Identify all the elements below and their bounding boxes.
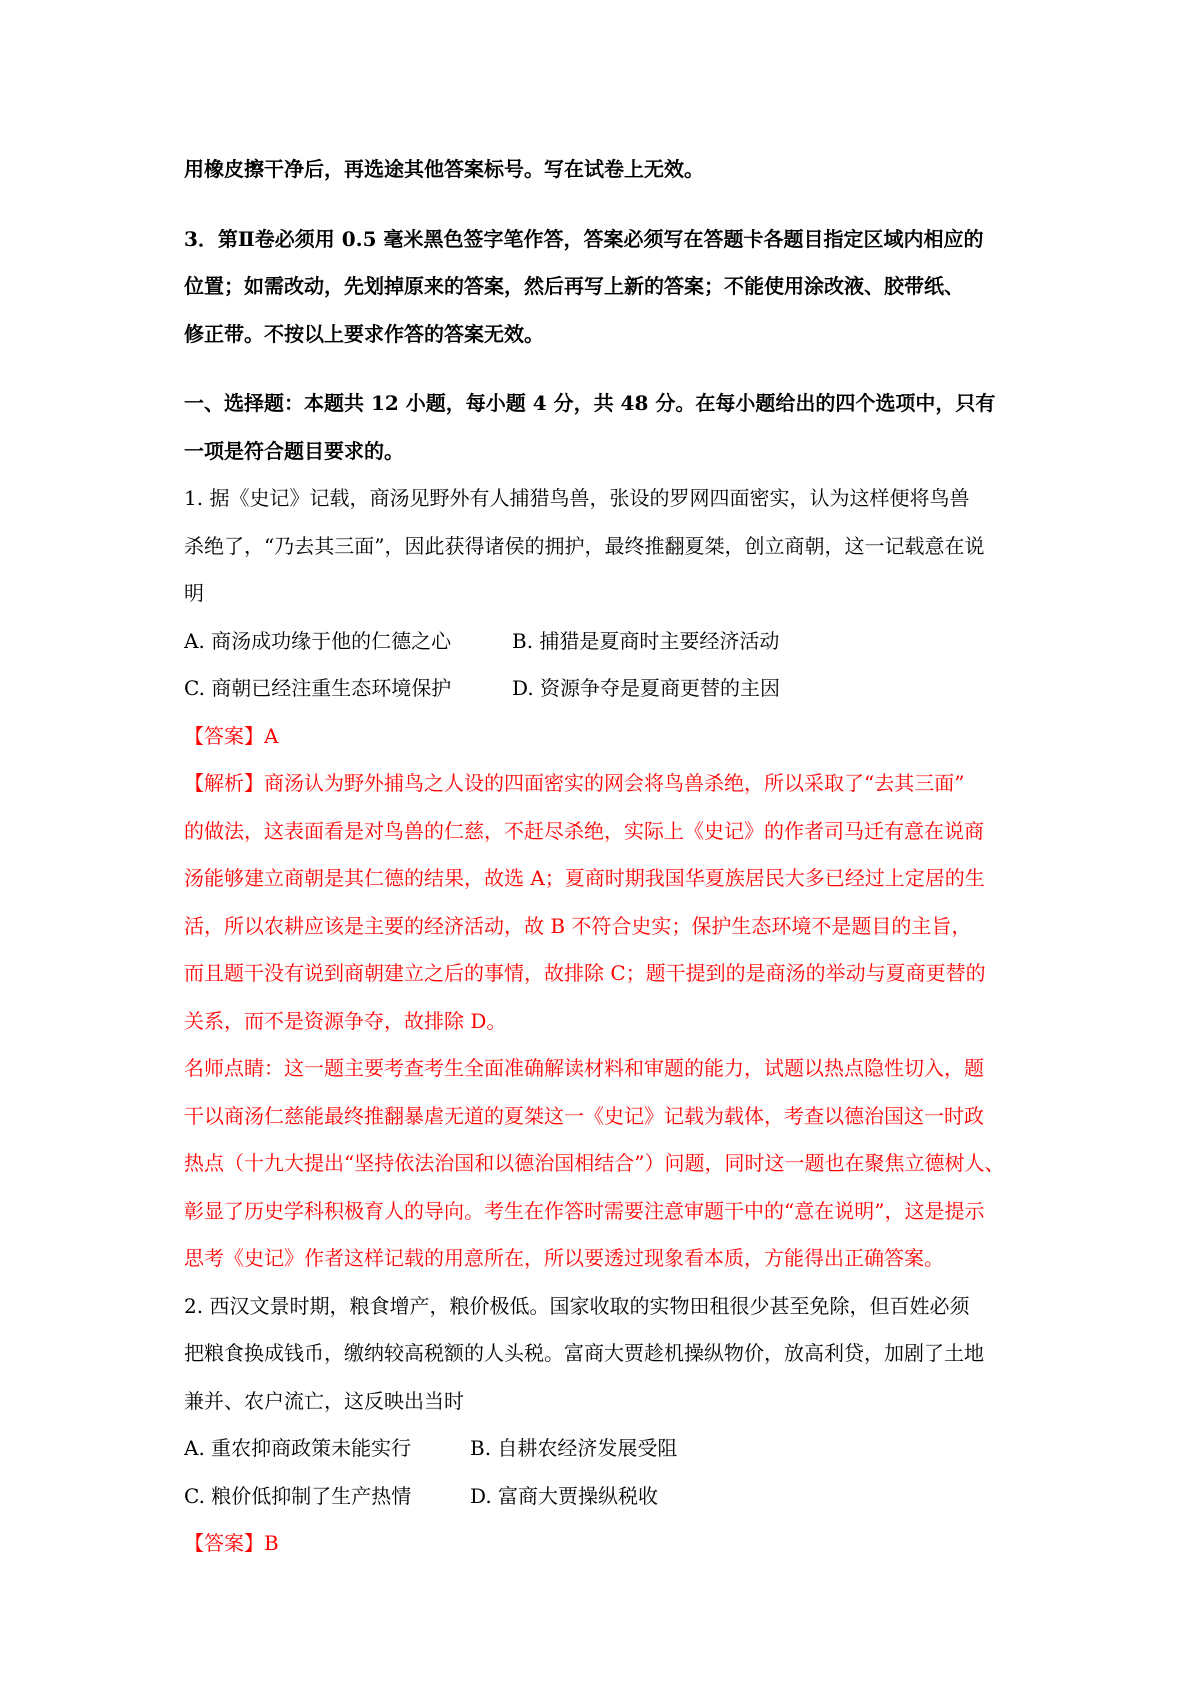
analysis-line: 【解析】商汤认为野外捕鸟之人设的四面密实的网会将鸟兽杀绝，所以采取了“去其三面”	[184, 771, 965, 795]
question-1	[184, 475, 1030, 1283]
analysis-line: 而且题干没有说到商朝建立之后的事情，故排除 C；题干提到的是商汤的举动与夏商更替的	[184, 961, 986, 985]
instruction-3-line: 修正带。不按以上要求作答的答案无效。	[184, 321, 544, 346]
question-2-option-b: B. 自耕农经济发展受阻	[470, 1436, 678, 1460]
instruction-3-line: 3．第Ⅱ卷必须用 0.5 毫米黑色签字笔作答，答案必须写在答题卡各题目指定区域内相应的	[184, 226, 984, 251]
question-2-option-c: C. 粮价低抑制了生产热情	[184, 1483, 412, 1508]
question-2-option-a: A. 重农抑商政策未能实行	[184, 1436, 412, 1460]
instruction-item-3	[184, 216, 1030, 359]
comment-line: 热点（十九大提出“坚持依法治国和以德治国相结合”）问题，同时这一题也在聚焦立德树人、	[184, 1151, 1005, 1175]
question-1-options-row-1	[184, 618, 1030, 666]
question-2-options-row-2	[184, 1473, 1030, 1521]
question-1-option-c: C. 商朝已经注重生态环境保护	[184, 676, 452, 700]
analysis-line: 的做法，这表面看是对鸟兽的仁慈，不赶尽杀绝，实际上《史记》的作者司马迁有意在说商	[184, 818, 984, 843]
question-2	[184, 1283, 1030, 1568]
analysis-line: 汤能够建立商朝是其仁德的结果，故选 A；夏商时期我国华夏族居民大多已经过上定居的生	[184, 866, 985, 890]
instruction-line-2-end: 用橡皮擦干净后，再选途其他答案标号。写在试卷上无效。	[184, 157, 704, 181]
question-2-stem-line: 2. 西汉文景时期，粮食增产，粮价极低。国家收取的实物田租很少甚至免除，但百姓必须	[184, 1293, 970, 1318]
comment-line: 彰显了历史学科积极育人的导向。考生在作答时需要注意审题干中的“意在说明”，这是提示	[184, 1198, 985, 1223]
question-1-analysis	[184, 760, 1030, 1045]
question-2-stem-line: 兼并、农户流亡，这反映出当时	[184, 1388, 464, 1413]
instruction-3-line: 位置；如需改动，先划掉原来的答案，然后再写上新的答案；不能使用涂改液、胶带纸、	[184, 274, 964, 298]
question-1-stem-line: 明	[184, 581, 204, 605]
comment-line: 名师点睛：这一题主要考查考生全面准确解读材料和审题的能力，试题以热点隐性切入，题	[184, 1056, 984, 1080]
comment-line: 干以商汤仁慈能最终推翻暴虐无道的夏桀这一《史记》记载为载体，考查以德治国这一时政	[184, 1103, 984, 1128]
question-2-stem-line: 把粮食换成钱币，缴纳较高税额的人头税。富商大贾趁机操纵物价，放高利贷，加剧了土地	[184, 1341, 984, 1365]
section-heading-line: 一项是符合题目要求的。	[184, 438, 404, 463]
question-1-option-a: A. 商汤成功缘于他的仁德之心	[184, 628, 452, 653]
question-2-option-d: D. 富商大贾操纵税收	[470, 1483, 659, 1508]
page-content	[184, 146, 1030, 1568]
section-heading	[184, 380, 1030, 475]
question-2-options-row-1	[184, 1425, 1030, 1473]
analysis-line: 关系，而不是资源争夺，故排除 D。	[184, 1008, 507, 1033]
question-1-option-b: B. 捕猎是夏商时主要经济活动	[512, 628, 780, 653]
question-1-answer: 【答案】A	[184, 723, 279, 748]
section-heading-line: 一、选择题：本题共 12 小题，每小题 4 分，共 48 分。在每小题给出的四个选项中，只有	[184, 391, 996, 415]
question-2-answer: 【答案】B	[184, 1531, 279, 1555]
question-1-stem-line: 1. 据《史记》记载，商汤见野外有人捕猎鸟兽，张设的罗网四面密实，认为这样便将鸟兽	[184, 486, 970, 510]
question-1-stem-line: 杀绝了，“乃去其三面”，因此获得诸侯的拥护，最终推翻夏桀，创立商朝，这一记载意在说	[184, 533, 985, 558]
analysis-line: 活，所以农耕应该是主要的经济活动，故 B 不符合史实；保护生态环境不是题目的主旨，	[184, 913, 972, 938]
question-1-options-row-2	[184, 665, 1030, 713]
comment-line: 思考《史记》作者这样记载的用意所在，所以要透过现象看本质，方能得出正确答案。	[184, 1246, 944, 1270]
question-1-teacher-comment	[184, 1045, 1030, 1283]
question-1-option-d: D. 资源争夺是夏商更替的主因	[512, 676, 781, 700]
